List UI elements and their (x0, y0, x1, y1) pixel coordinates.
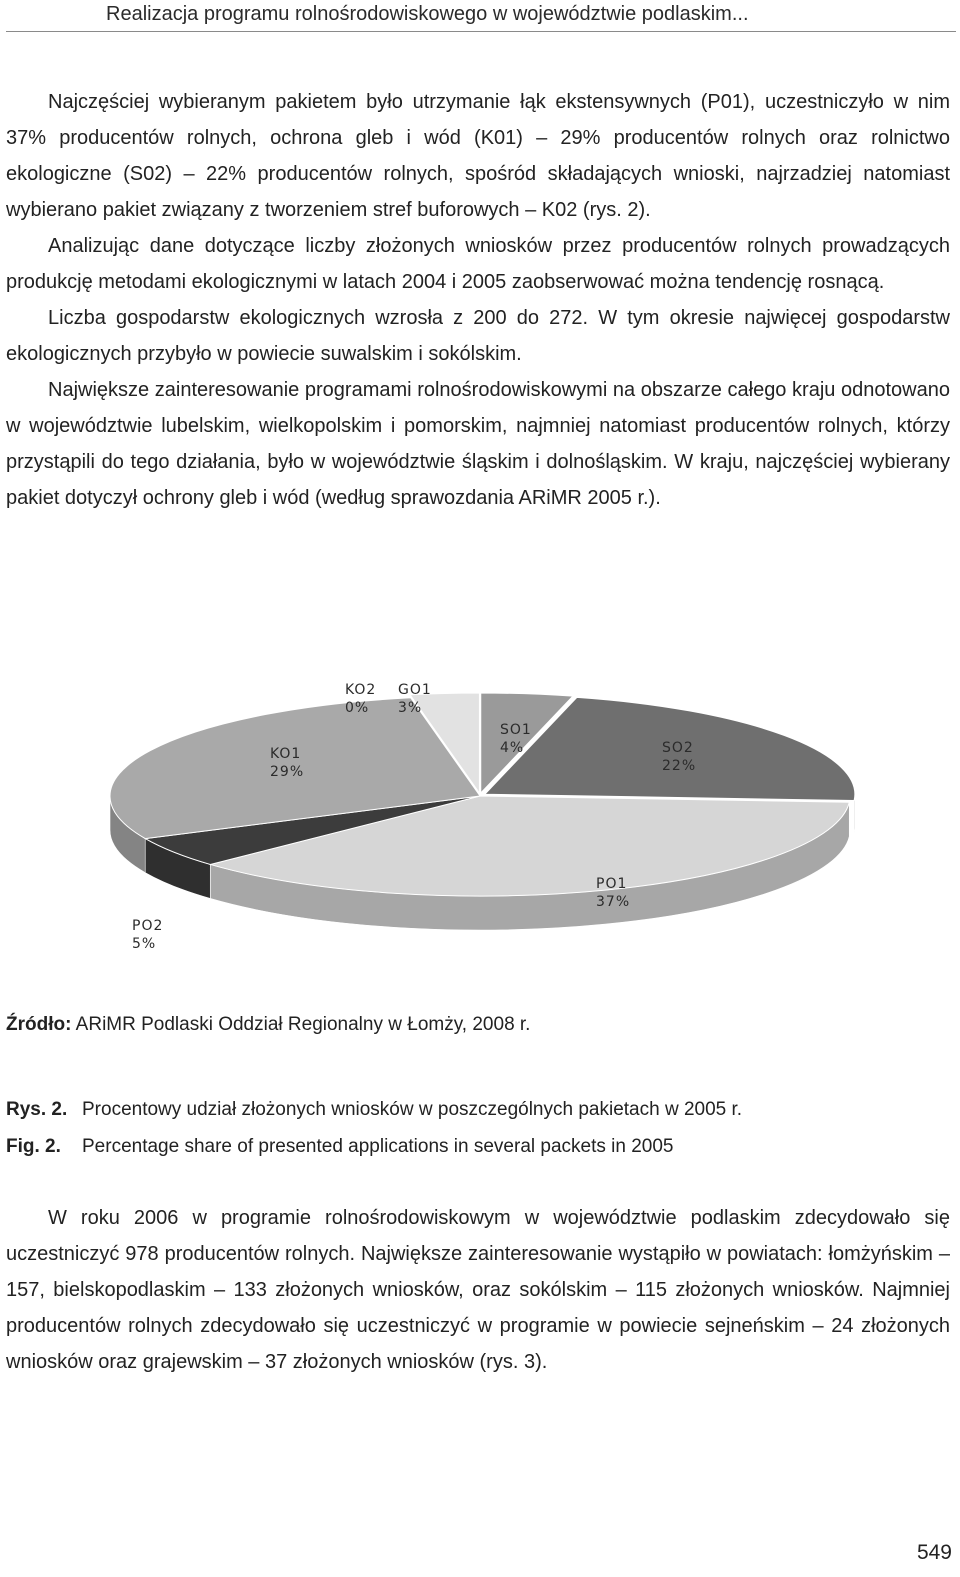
slice-name-label-go1: GO1 (398, 682, 432, 698)
slice-value-label-po1: 37% (596, 894, 631, 910)
figure-source (6, 1010, 530, 1040)
body-text-bottom (6, 1200, 950, 1380)
slice-name-label-ko2: KO2 (345, 682, 377, 698)
slice-value-label-go1: 3% (398, 700, 423, 716)
pie-tops (110, 693, 855, 896)
slice-value-label-ko2: 0% (345, 700, 370, 716)
paragraph: W roku 2006 w programie rolnośrodowiskowym w województwie podlaskim zdecydowało się uczestniczyć 978 producentów rolnych. Największe zainteresowanie wystąpiło w powiatach: łomżyńskim – 157, bielskopodlaskim – 133 złożonych wniosków, oraz sokólskim – 115 złożonych wniosków. Najmniej producentów rolnych zdecydowało się uczestniczyć w programie w powiecie sejneńskim – 24 złożonych wniosków oraz grajewskim – 37 złożonych wniosków (rys. 3). (6, 1207, 950, 1373)
caption-text: Percentage share of presented applications in several packets in 2005 (82, 1136, 674, 1157)
slice-value-label-so1: 4% (500, 740, 525, 756)
slice-name-label-so1: SO1 (500, 722, 532, 738)
paragraph: Liczba gospodarstw ekologicznych wzrosła z 200 do 272. W tym okresie najwięcej gospodarstw ekologicznych przybyło w powiecie suwalskim i sokólskim. (6, 307, 950, 365)
pie-chart-figure (60, 666, 880, 976)
paragraph: Najczęściej wybieranym pakietem było utrzymanie łąk ekstensywnych (P01), uczestniczyło w nim 37% producentów rolnych, ochrona gleb i wód (K01) – 29% producentów rolnych oraz rolnictwo ekologiczne (S02) – 22% producentów rolnych, spośród składających wnioski, najrzadziej natomiast wybierano pakiet związany z tworzeniem stref buforowych – K02 (rys. 2). (6, 91, 950, 221)
slice-name-label-ko1: KO1 (270, 746, 302, 762)
source-text: ARiMR Podlaski Oddział Regionalny w Łomży, 2008 r. (75, 1014, 531, 1035)
caption-text: Procentowy udział złożonych wniosków w poszczególnych pakietach w 2005 r. (82, 1099, 743, 1120)
pie-chart (60, 666, 880, 976)
source-label: Źródło: (6, 1014, 72, 1035)
slice-name-label-po1: PO1 (596, 876, 628, 892)
slice-value-label-po2: 5% (132, 936, 157, 952)
caption-label: Rys. 2. (6, 1099, 68, 1120)
slice-value-label-ko1: 29% (270, 764, 305, 780)
slice-value-label-so2: 22% (662, 758, 697, 774)
running-header (6, 0, 956, 31)
caption-label: Fig. 2. (6, 1136, 61, 1157)
page-number: 549 (916, 1541, 952, 1564)
paragraph: Analizując dane dotyczące liczby złożonych wniosków przez producentów rolnych prowadzących produkcję metodami ekologicznymi w latach 2004 i 2005 zaobserwować można tendencję rosnącą. (6, 235, 950, 293)
figure-caption-en (6, 1132, 674, 1162)
running-title: Realizacja programu rolnośrodowiskowego w województwie podlaskim... (106, 3, 749, 25)
paragraph: Największe zainteresowanie programami rolnośrodowiskowymi na obszarze całego kraju odnotowano w województwie lubelskim, wielkopolskim i pomorskim, najmniej natomiast producentów rolnych, którzy przystąpili do tego działania, było w województwie śląskim i dolnośląskim. W kraju, najczęściej wybierany pakiet dotyczył ochrony gleb i wód (według sprawozdania ARiMR 2005 r.). (6, 379, 950, 509)
figure-caption-pl (6, 1095, 742, 1125)
slice-name-label-po2: PO2 (132, 918, 164, 934)
header-rule (6, 31, 956, 32)
body-text-top (6, 84, 950, 516)
slice-name-label-so2: SO2 (662, 740, 694, 756)
